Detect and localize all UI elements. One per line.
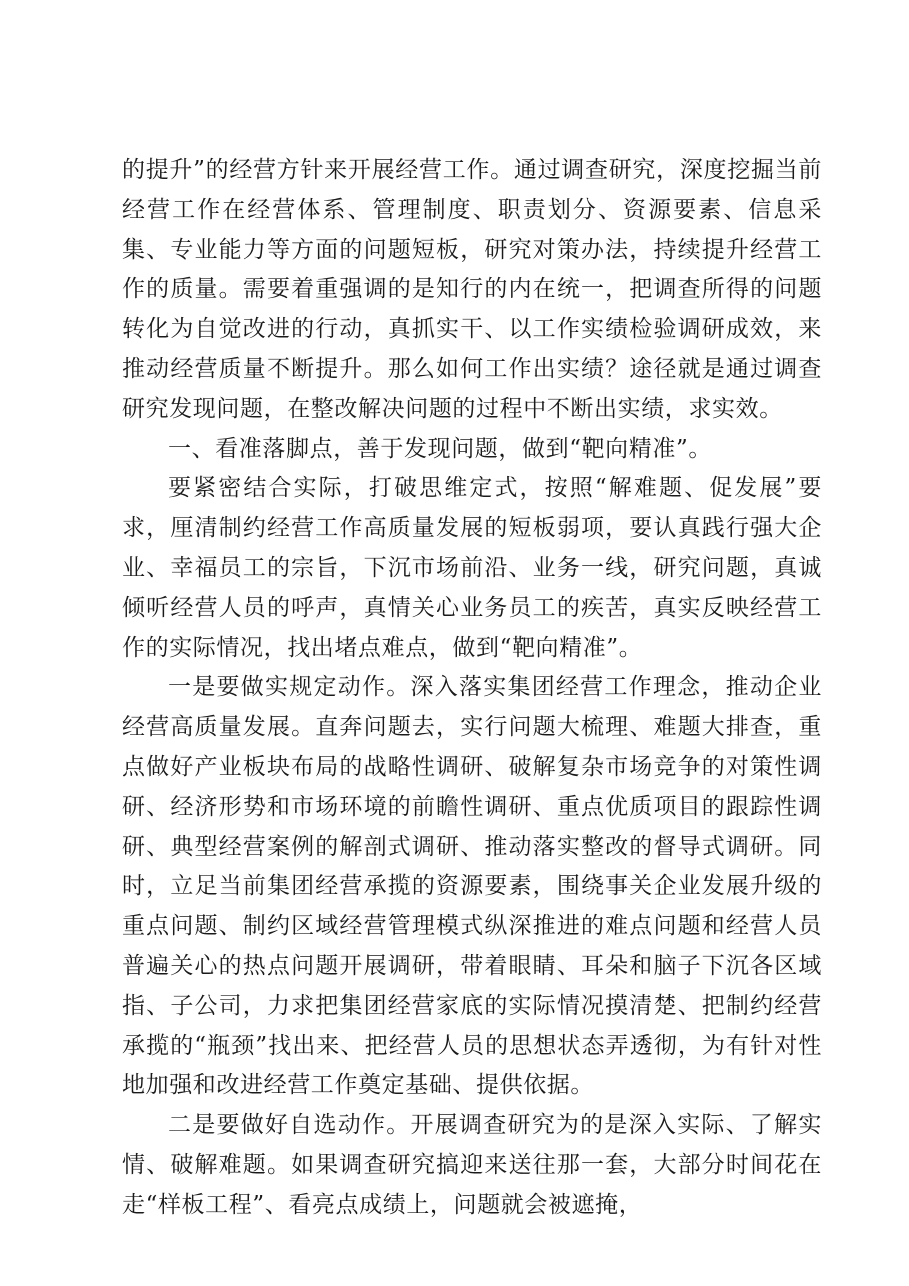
paragraph: 二是要做好自选动作。开展调查研究为的是深入实际、了解实情、破解难题。如果调查研究搞迎来送往那一套，大部分时间花在走“样板工程”、看亮点成绩上，问题就会被遮掩，: [122, 1112, 822, 1218]
section-heading: 一、看准落脚点，善于发现问题，做到“靶向精准”。: [168, 435, 712, 462]
paragraph: 一是要做实规定动作。深入落实集团经营工作理念，推动企业经营高质量发展。直奔问题去，实行问题大梳理、难题大排查，重点做好产业板块布局的战略性调研、破解复杂市场竞争的对策性调研、经济形势和市场环境的前瞻性调研、重点优质项目的跟踪性调研、典型经营案例的解剖式调研、推动落实整改的督导式调研。同时，立足当前集团经营承揽的资源要素，围绕事关企业发展升级的重点问题、制约区域经营管理模式纵深推进的难点问题和经营人员普遍关心的热点问题开展调研，带着眼睛、耳朵和脑子下沉各区域指、子公司，力求把集团经营家底的实际情况摸清楚、把制约经营承揽的“瓶颈”找出来、把经营人员的思想状态弄透彻，为有针对性地加强和改进经营工作奠定基础、提供依据。: [122, 674, 822, 1099]
document-body: [122, 151, 822, 1226]
paragraph-continuation: 的提升”的经营方针来开展经营工作。通过调查研究，深度挖掘当前经营工作在经营体系、管理制度、职责划分、资源要素、信息采集、专业能力等方面的问题短板，研究对策办法，持续提升经营工作的质量。需要着重强调的是知行的内在统一，把调查所得的问题转化为自觉改进的行动，真抓实干、以工作实绩检验调研成效，来推动经营质量不断提升。那么如何工作出实绩？途径就是通过调查研究发现问题，在整改解决问题的过程中不断出实绩，求实效。: [122, 157, 822, 422]
paragraph: 要紧密结合实际，打破思维定式，按照“解难题、促发展”要求，厘清制约经营工作高质量发展的短板弱项，要认真践行强大企业、幸福员工的宗旨，下沉市场前沿、业务一线，研究问题，真诚倾听经营人员的呼声，真情关心业务员工的疾苦，真实反映经营工作的实际情况，找出堵点难点，做到“靶向精准”。: [122, 475, 822, 661]
